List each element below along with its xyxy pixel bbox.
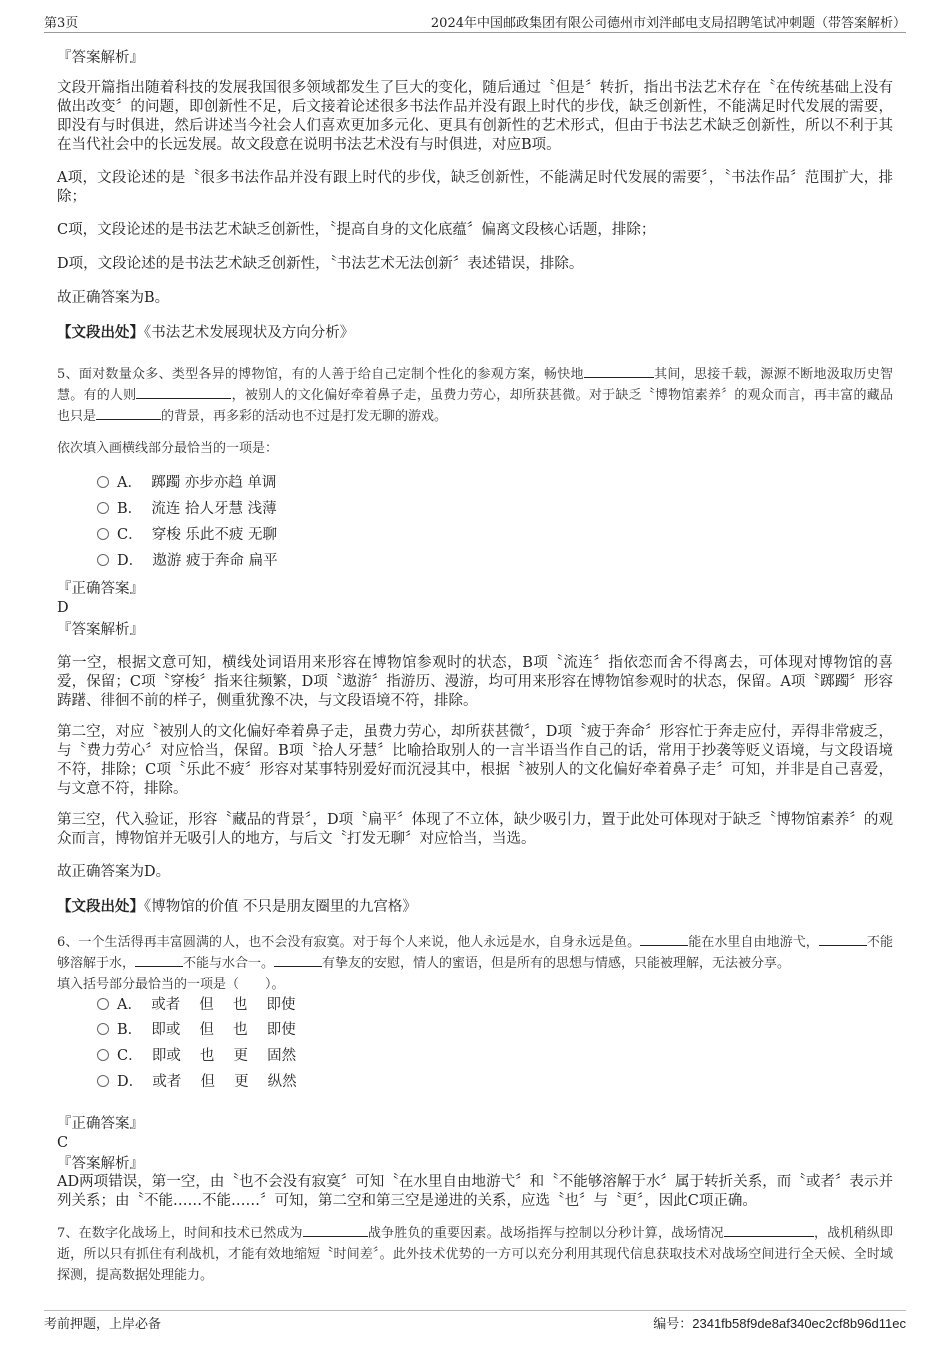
option-key: A． [117, 475, 142, 491]
q6-analysis-label: 『答案解析』 [57, 1156, 144, 1172]
option-text: 遨游 疲于奔命 扁平 [152, 553, 278, 569]
q7-blank-1 [303, 1224, 368, 1237]
radio-icon[interactable] [97, 1049, 109, 1061]
q5-blank-3 [96, 407, 161, 420]
q5-stem [57, 364, 893, 427]
q5-option-c[interactable] [97, 526, 277, 545]
q7-stem-part3: ，战机稍纵即逝，所以只有抓住有利战机，才能有效地缩短〝时间差〞。此外技术优势的一方可以充分利用其现代信息获取技术对战场空间进行全天候、全时域探测，提高数据处理能力。 [57, 1226, 893, 1283]
option-text: 穿梭 乐此不疲 无聊 [151, 527, 278, 543]
option-key: C． [117, 527, 143, 543]
radio-icon[interactable] [97, 1023, 109, 1035]
q7-blank-2 [724, 1224, 814, 1237]
q5-analysis-p3: 第三空，代入验证，形容〝藏品的背景〞，D项〝扁平〞体现了不立体，缺少吸引力，置于此处可体现对于缺乏〝博物馆素养〞的观众而言，博物馆并无吸引人的地方，与后文〝打发无聊〞对应恰当，当选。 [57, 812, 893, 847]
q5-prompt: 依次填入画横线部分最恰当的一项是： [57, 441, 279, 456]
q6-blank-4 [274, 954, 322, 967]
q5-source-title: 《博物馆的价值 不只是朋友圈里的九宫格》 [144, 899, 417, 915]
footer-code-value: 2341fb58f9de8af340ec2cf8b96d11ec [692, 1316, 906, 1331]
option-key: A． [117, 997, 142, 1013]
q5-answer: D [57, 600, 69, 616]
q4-source-tag: 【文段出处】 [57, 324, 144, 341]
document-title: 2024年中国邮政集团有限公司德州市刘泮邮电支局招聘笔试冲刺题（带答案解析） [430, 16, 906, 31]
footer-divider [44, 1310, 906, 1311]
q6-prompt: 填入括号部分最恰当的一项是（ ）。 [57, 977, 285, 992]
q5-analysis-p2: 第二空，对应〝被别人的文化偏好牵着鼻子走，虽费力劳心，却所获甚微〞，D项〝疲于奔命〞形容忙于奔走应付，弄得非常疲乏，与〝费力劳心〞对应恰当，保留。B项〝拾人牙慧〞比喻拾取别人的一言半语当作自己的话，常用于抄袭等贬义语境，与文段语境不符，排除；C项〝乐此不疲〞形容对某事特别爱好而沉浸其中，根据〝被别人的文化偏好牵着鼻子走〞可知，并非是自己喜爱，与文意不符，排除。 [57, 724, 893, 797]
option-key: D． [117, 1074, 144, 1090]
q5-source-tag: 【文段出处】 [57, 898, 144, 915]
radio-icon[interactable] [97, 502, 109, 514]
q5-analysis-p1: 第一空，根据文意可知，横线处词语用来形容在博物馆参观时的状态，B项〝流连〞指依恋而舍不得离去，可体现对博物馆的喜爱，保留；C项〝穿梭〞指来往频繁，D项〝遨游〞指游历、漫游，均可用来形容在博物馆参观时的状态，保留。A项〝踯躅〞形容踌躇、徘徊不前的样子，侧重犹豫不决，与文段语境不符，排除。 [57, 655, 893, 709]
option-text: 即或 也 更 固然 [151, 1048, 297, 1064]
header-divider [44, 32, 906, 33]
q6-blank-3 [135, 954, 183, 967]
option-key: C． [117, 1048, 143, 1064]
q4-analysis-label: 『答案解析』 [57, 50, 144, 66]
q6-stem-part5: 有挚友的安慰，情人的蜜语，但是所有的思想与情感，只能被理解，无法被分享。 [322, 956, 791, 971]
q4-analysis-p1: 文段开篇指出随着科技的发展我国很多领域都发生了巨大的变化，随后通过〝但是〞转折，指出书法艺术存在〝在传统基础上没有做出改变〞的问题，即创新性不足，后文接着论述很多书法作品并没有跟上时代的步伐，缺乏创新性，不能满足时代发展的需要，即没有与时俱进，然后讲述当今社会人们喜欢更加多元化、更具有创新性的艺术形式，但由于书法艺术缺乏创新性，所以不利于其在当代社会中的长远发展。故文段意在说明书法艺术没有与时俱进，对应B项。 [57, 80, 893, 153]
q6-answer: C [57, 1135, 69, 1151]
q7-stem [57, 1223, 893, 1286]
q5-blank-2 [136, 386, 231, 399]
option-key: B． [117, 501, 143, 517]
q5-source [57, 897, 893, 917]
radio-icon[interactable] [97, 998, 109, 1010]
q4-source-title: 《书法艺术发展现状及方向分析》 [144, 325, 355, 341]
q6-stem [57, 932, 893, 974]
q5-stem-part3: ，被别人的文化偏好牵着鼻子走，虽费力劳心，却所获甚微。对于缺乏〝博物馆素养〞的观众而言，再丰富的藏品也只是 [57, 388, 893, 424]
q5-answer-label: 『正确答案』 [57, 581, 144, 597]
option-key: D． [117, 553, 144, 569]
q7-stem-part2: 战争胜负的重要因素。战场指挥与控制以分秒计算，战场情况 [367, 1226, 724, 1241]
q6-option-d[interactable] [97, 1073, 297, 1092]
q5-blank-1 [584, 365, 654, 378]
page-header [44, 12, 906, 32]
q4-source [57, 323, 893, 343]
radio-icon[interactable] [97, 528, 109, 540]
footer-code [653, 1313, 906, 1332]
option-key: B． [117, 1022, 143, 1038]
page-number: 第3页 [44, 16, 79, 31]
radio-icon[interactable] [97, 554, 109, 566]
q7-stem-part1: 7、在数字化战场上，时间和技术已然成为 [57, 1226, 303, 1241]
q4-analysis-p3: C项，文段论述的是书法艺术缺乏创新性，〝提高自身的文化底蕴〞偏离文段核心话题，排除； [57, 222, 656, 238]
q6-blank-1 [640, 933, 688, 946]
footer-code-label: 编号： [653, 1316, 693, 1331]
q5-stem-part2: 其间，思接千载，源源不断地汲取历史智慧。有的人则 [57, 367, 893, 403]
q5-analysis-label: 『答案解析』 [57, 622, 144, 638]
option-text: 或者 但 更 纵然 [152, 1074, 297, 1090]
footer-slogan: 考前押题，上岸必备 [44, 1317, 162, 1332]
q6-answer-label: 『正确答案』 [57, 1116, 144, 1132]
q4-analysis-p2: A项，文段论述的是〝很多书法作品并没有跟上时代的步伐，缺乏创新性，不能满足时代发展的需要〞，〝书法作品〞范围扩大，排除； [57, 170, 893, 205]
q6-stem-part3: 不能够溶解于水， [57, 935, 893, 971]
q4-answer-conclusion: 故正确答案为B。 [57, 290, 170, 306]
q4-analysis-p4: D项，文段论述的是书法艺术缺乏创新性，〝书法艺术无法创新〞表述错误，排除。 [57, 256, 584, 272]
option-text: 踯躅 亦步亦趋 单调 [151, 475, 277, 491]
radio-icon[interactable] [97, 476, 109, 488]
q6-option-b[interactable] [97, 1021, 296, 1040]
q5-answer-conclusion: 故正确答案为D。 [57, 864, 171, 880]
q6-stem-part4: 不能与水合一。 [183, 956, 275, 971]
q6-option-a[interactable] [97, 996, 296, 1015]
q5-option-d[interactable] [97, 552, 278, 571]
q6-analysis: AD两项错误，第一空，由〝也不会没有寂寞〞可知〝在水里自由地游弋〞和〝不能够溶解于水〞属于转折关系，而〝或者〞表示并列关系；由〝不能……不能……〞可知，第二空和第三空是递进的关系，应选〝也〞与〝更〞，因此C项正确。 [57, 1174, 893, 1209]
q6-stem-part1: 6、一个生活得再丰富圆满的人，也不会没有寂寞。对于每个人来说，他人永远是水，自身永远是鱼。 [57, 935, 641, 950]
option-text: 流连 拾人牙慧 浅薄 [151, 501, 277, 517]
q5-stem-part4: 的背景，再多彩的活动也不过是打发无聊的游戏。 [161, 409, 448, 424]
q5-option-b[interactable] [97, 500, 277, 519]
q6-stem-part2: 能在水里自由地游弋， [688, 935, 819, 950]
q6-blank-2 [819, 933, 867, 946]
q5-option-a[interactable] [97, 474, 276, 493]
option-text: 或者 但 也 即使 [151, 997, 296, 1013]
q6-option-c[interactable] [97, 1047, 296, 1066]
radio-icon[interactable] [97, 1075, 109, 1087]
q5-stem-part1: 5、面对数量众多、类型各异的博物馆，有的人善于给自己定制个性化的参观方案，畅快地 [57, 367, 584, 382]
option-text: 即或 但 也 即使 [151, 1022, 296, 1038]
